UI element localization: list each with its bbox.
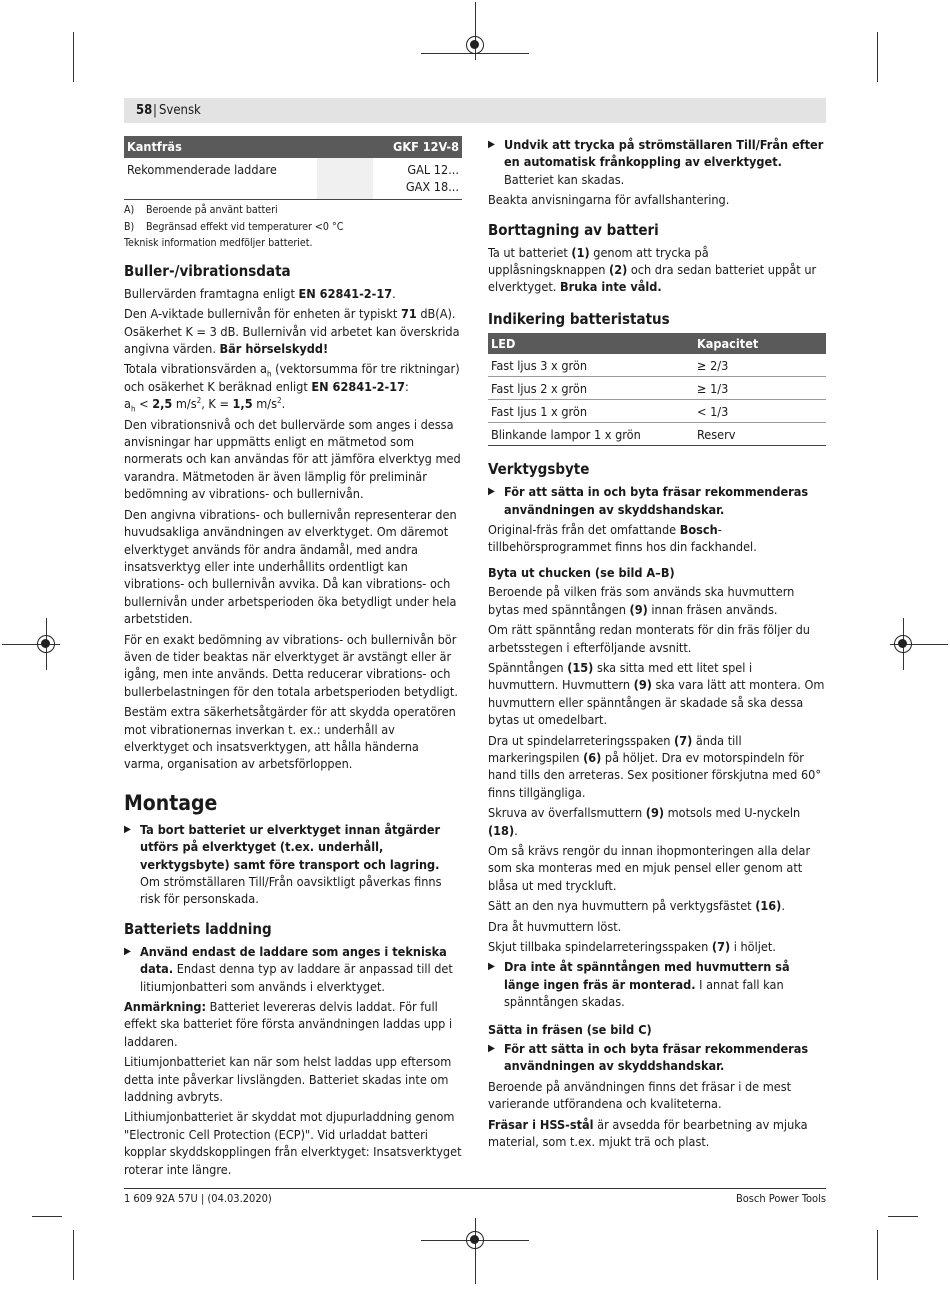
- spec-table: [124, 136, 462, 200]
- para-vibration-d: Bestäm extra säkerhetsåtgärder för att skydda operatören mot vibrationernas inverkan t. ex.: underhåll av elverktyget och insatsverktygen, att hålla händerna varma, organisation av arbetsförloppen.: [124, 704, 456, 772]
- note-a-key: A): [124, 203, 135, 216]
- bullet-montage: ▶ Ta bort batteriet ur elverktyget innan åtgärder utförs på elverktyget (t.ex. underhåll, verktygsbyte) samt före transport och lagring. Om strömställaren Till/Från oavsiktligt påverkas finns risk för personskada.: [124, 821, 442, 907]
- crop-mark-bottom-right-h: [888, 1216, 918, 1217]
- heading-noise: Buller-/vibrationsdata: [124, 261, 291, 280]
- spec-row-label: Rekommenderade laddare: [124, 158, 317, 199]
- para-chuck-3: Spänntången (15) ska sitta med ett litet spel i huvmuttern. Huvmuttern (9) ska vara lätt att montera. Om huvmuttern eller spänntången är skadade så ska dessa bytas ut omedelbart.: [488, 659, 825, 728]
- para-chuck-4: Dra ut spindelarreteringsspaken (7) ända till markeringspilen (6) på höljet. Dra ev motorspindeln för hand tills den arreteras. Sex positioner förskjutna med 60° finns tillgängliga.: [488, 732, 822, 800]
- subheading-chuck: Byta ut chucken (se bild A–B): [488, 564, 675, 580]
- crop-mark-bottom-left: [73, 1230, 74, 1280]
- heading-remove: Borttagning av batteri: [488, 220, 659, 239]
- note-b-text: Begränsad effekt vid temperaturer <0 °C: [146, 220, 344, 233]
- para-chuck-9: Skjut tillbaka spindelarreteringsspaken (7) i höljet.: [488, 939, 776, 954]
- bullet-gloves: ▶ För att sätta in och byta fräsar rekommenderas användningen av skyddshandskar.: [488, 484, 809, 517]
- registration-mark-icon: [466, 36, 484, 54]
- bullet-gloves-2: ▶ För att sätta in och byta fräsar rekommenderas användningen av skyddshandskar.: [488, 1041, 809, 1074]
- para-chuck-5: Skruva av överfallsmuttern (9) motsols med U-nyckeln (18).: [488, 805, 801, 838]
- note-b-key: B): [124, 220, 135, 233]
- para-vibration-values: $a_h < 2,5$ $m/s^2$, K = 1,5 $m/s^2$.: [124, 396, 286, 414]
- page-header: [124, 98, 826, 123]
- subheading-insert: Sätta in fräsen (se bild C): [488, 1021, 652, 1037]
- page-footer: [124, 1188, 826, 1205]
- triangle-right-icon: ▶: [124, 945, 131, 957]
- para-chuck-8: Dra åt huvmuttern löst.: [488, 918, 622, 934]
- heading-charge: Batteriets laddning: [124, 919, 272, 938]
- bullet-avoid: ▶ Undvik att trycka på strömställaren Till/Från efter en automatisk frånkoppling av elverktyget. Batteriet kan skadas.: [488, 137, 824, 187]
- crop-mark-bottom-left-h: [32, 1216, 62, 1217]
- table-row: Fast ljus 3 x grön ≥ 2/3: [488, 354, 826, 377]
- para-vibration-c: För en exakt bedömning av vibrations- och bullernivån bör även de tider beaktas när elverktyget är avstängt eller är igång, men inte används. Detta reducerar vibrations- och bullerbelastningen för den totala arbetsperioden betydligt.: [124, 631, 458, 699]
- para-vibration: Totala vibrationsvärden $a_h$ (vektorsumma för tre riktningar) och osäkerhet K beräknad enligt EN 62841-2-17:: [124, 361, 460, 394]
- footer-doc-id: 1 609 92A 57U | (04.03.2020): [124, 1192, 272, 1205]
- led-table: [488, 333, 826, 446]
- para-waste: Beakta anvisningarna för avfallshantering.: [488, 192, 730, 208]
- note-c-text: Teknisk information medföljer batteriet.: [124, 236, 313, 249]
- para-note: Anmärkning: Batteriet levereras delvis laddat. För full effekt ska batteriet före första användningen laddas upp i laddaren.: [124, 999, 453, 1049]
- spec-col-2: GKF 12V-8: [373, 136, 462, 158]
- crop-mark-bottom-right: [877, 1230, 878, 1280]
- heading-status: Indikering batteristatus: [488, 309, 670, 328]
- crop-mark-top-left: [73, 32, 74, 82]
- table-row: Blinkande lampor 1 x grön Reserv: [488, 423, 826, 446]
- crop-mark-bottom-center-vert: [475, 1218, 476, 1284]
- spec-col-1: Kantfräs: [124, 136, 317, 158]
- para-chuck-2: Om rätt spänntång redan monterats för din fräs följer du arbetsstegen i efterföljande avsnitt.: [488, 622, 810, 655]
- table-row: Fast ljus 2 x grön ≥ 1/3: [488, 377, 826, 400]
- para-li-2: Lithiumjonbatteriet är skyddat mot djupurladdning genom "Electronic Cell Protection (ECP)". Vid urladdat batteri kopplar skyddskopplingen från elverktyget: Insatsverktyget roterar inte längre.: [124, 1109, 462, 1177]
- para-noise-2: Den A-viktade bullernivån för enheten är typiskt 71 dB(A). Osäkerhet K = 3 dB. Bullernivån vid arbetet kan överskrida angivna värden. Bär hörselskydd!: [124, 306, 460, 357]
- spec-col-mid: [317, 136, 373, 158]
- para-noise-1: Bullervärden framtagna enligt EN 62841-2-17.: [124, 285, 396, 301]
- led-header-cap: Kapacitet: [694, 333, 826, 354]
- triangle-right-icon: ▶: [488, 961, 495, 973]
- crop-mark-top-right: [877, 32, 878, 82]
- para-original: Original-fräs från det omfattande Bosch-tillbehörsprogrammet finns hos din fackhandel.: [488, 522, 757, 555]
- para-remove: Ta ut batteriet (1) genom att trycka på upplåsningsknappen (2) och dra sedan batteriet uppåt ur elverktyget. Bruka inte våld.: [488, 244, 817, 295]
- spec-row-value-2: GAX 18...: [405, 179, 459, 195]
- spec-notes: [124, 202, 462, 250]
- led-header-led: LED: [488, 333, 694, 354]
- triangle-right-icon: ▶: [488, 139, 495, 150]
- triangle-right-icon: ▶: [488, 486, 495, 498]
- spec-row-mid: [317, 158, 373, 199]
- para-li-1: Litiumjonbatteriet kan när som helst laddas upp eftersom detta inte påverkar livslängden. Batteriet skadas inte om laddning avbryts.: [124, 1054, 452, 1105]
- para-chuck-7: Sätt an den nya huvmuttern på verktygsfästet (16).: [488, 898, 785, 914]
- spec-row-value: [373, 158, 462, 199]
- heading-montage: Montage: [124, 790, 218, 815]
- para-chuck-6: Om så krävs rengör du innan ihopmonteringen alla delar som ska monteras med en mjuk pensel eller genom att blåsa ut med tryckluft.: [488, 842, 811, 893]
- triangle-right-icon: ▶: [124, 823, 131, 835]
- footer-brand: Bosch Power Tools: [735, 1192, 826, 1205]
- para-insert-1: Beroende på användningen finns det fräsar i de mest varierande utförandena och kvaliteterna.: [488, 1078, 792, 1112]
- para-insert-2: Fräsar i HSS-stål är avsedda för bearbetning av mjuka material, som t.ex. mjukt trä och plast.: [488, 1116, 808, 1150]
- registration-mark-icon: [466, 1231, 484, 1249]
- table-row: Fast ljus 1 x grön < 1/3: [488, 400, 826, 423]
- registration-mark-icon: [894, 635, 912, 653]
- right-column: [488, 136, 826, 1153]
- heading-tool: Verktygsbyte: [488, 460, 590, 479]
- header-separator: |: [153, 103, 157, 118]
- para-chuck-1: Beroende på vilken fräs som används ska huvmuttern bytas med spänntången (9) innan fräsen används.: [488, 584, 795, 617]
- para-vibration-a: Den vibrationsnivå och det bullervärde som anges i dessa anvisningar har uppmätts enligt en mätmetod som normerats och kan användas för att jämföra elverktyg med varandra. Mätmetoden är även lämplig för preliminär bedömning av vibrations- och bullernivån.: [124, 416, 461, 502]
- header-language: Svensk: [159, 103, 201, 118]
- triangle-right-icon: ▶: [488, 1043, 495, 1055]
- registration-mark-icon: [37, 635, 55, 653]
- bullet-tight: ▶ Dra inte åt spänntången med huvmuttern så länge ingen fräs är monterad. I annat fall kan spänntången skadas.: [488, 959, 790, 1010]
- spec-row-value-1: GAL 12...: [407, 162, 459, 177]
- left-column: [124, 136, 462, 1181]
- bullet-charge: ▶ Använd endast de laddare som anges i tekniska data. Endast denna typ av laddare är anpassad till det litiumjonbatteri som används i elverktyget.: [124, 943, 453, 994]
- note-a-text: Beroende på använt batteri: [146, 203, 278, 216]
- page-number: 58: [136, 103, 153, 118]
- para-vibration-b: Den angivna vibrations- och bullernivån representerar den huvudsakliga användningen av elverktyget. Om däremot elverktyget används för andra ändamål, med andra insatsverktyg eller inte underhållits ordentligt kan vibrations- och bullernivån avvika. Då kan vibrations- och bullernivån under arbetsperioden öka betydligt under hela arbetstiden.: [124, 506, 457, 627]
